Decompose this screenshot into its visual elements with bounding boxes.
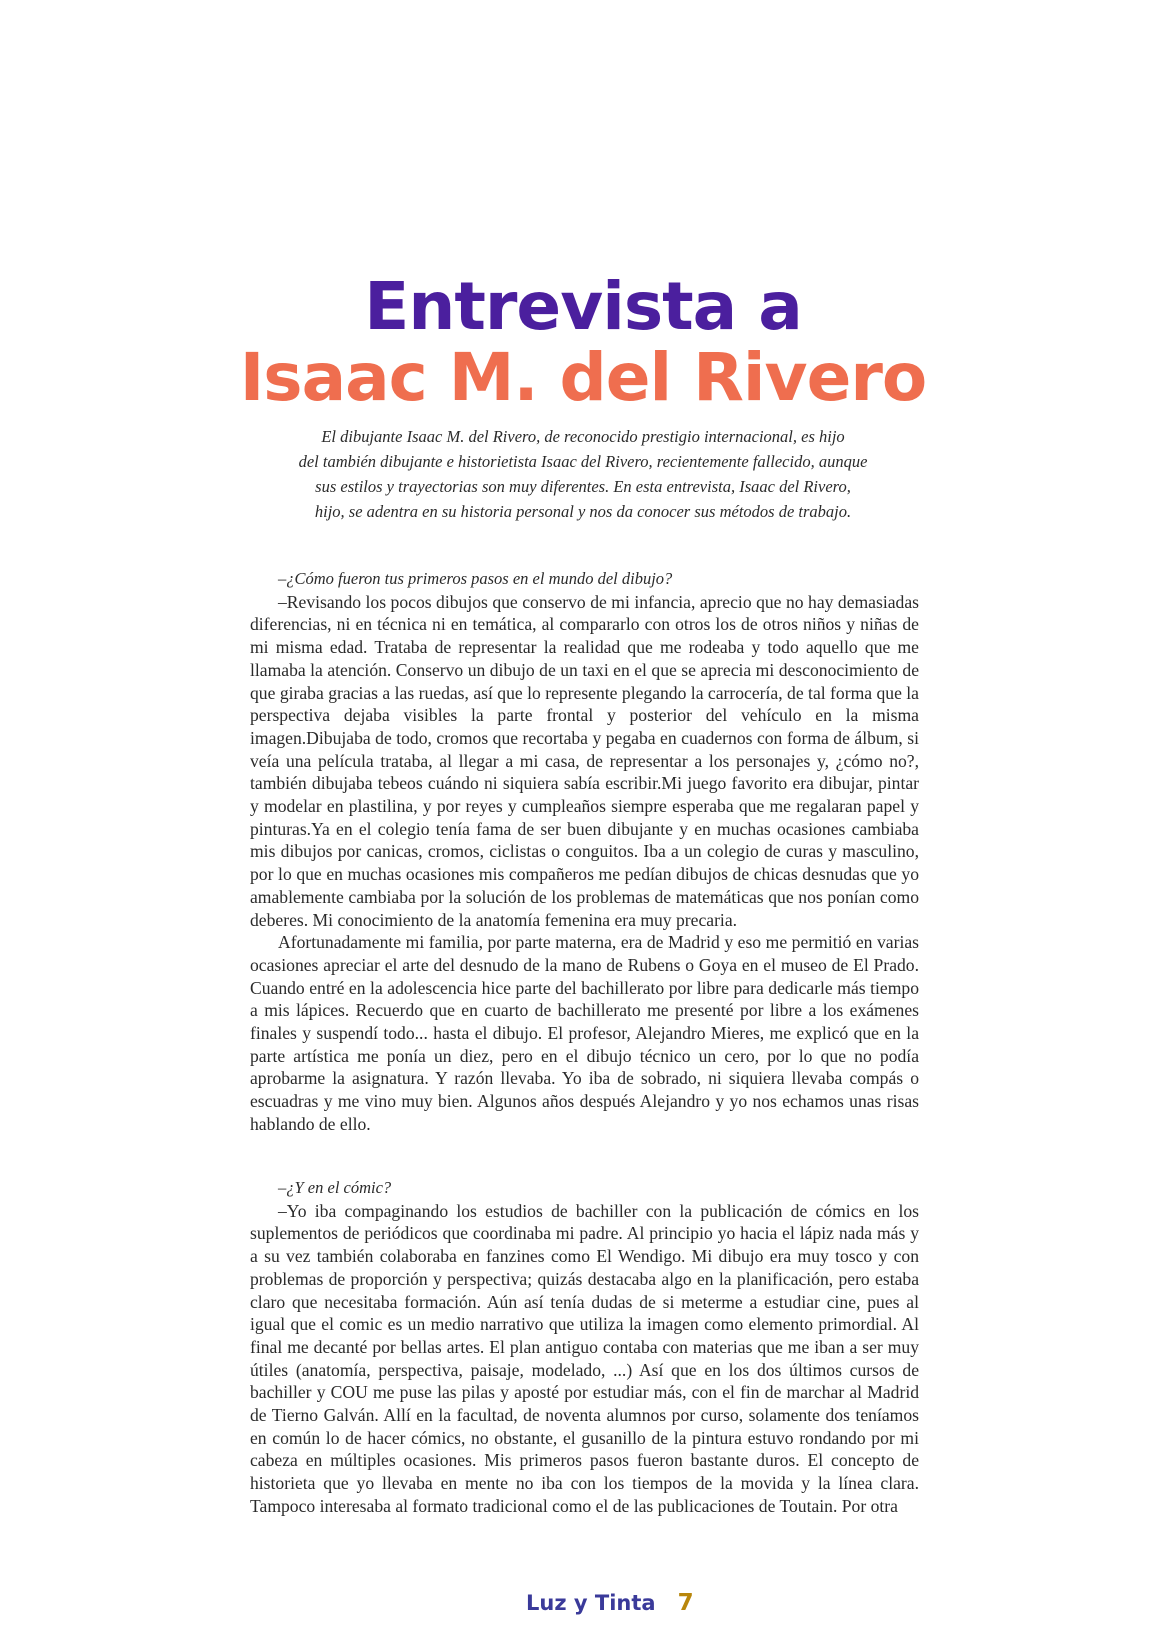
page-footer <box>526 1590 694 1616</box>
intro-line: sus estilos y trayectorias son muy diferentes. En esta entrevista, Isaac del Rivero, <box>315 477 851 496</box>
answer-2-paragraph-1: –Yo iba compaginando los estudios de bachiller con la publicación de cómics en los suplementos de periódicos que coordinaba mi padre. Al principio yo hacia el lápiz nada más y a su vez también colaboraba en fanzines como El Wendigo. Mi dibujo era muy tosco y con problemas de proporción y perspectiva; quizás destacaba algo en la planificación, pero estaba claro que necesitaba formación. Aún así tenía dudas de si meterme a estudiar cine, pues al igual que el comic es un medio narrativo que utiliza la imagen como elemento primordial. Al final me decanté por bellas artes. El plan antiguo contaba con materias que me iban a ser muy útiles (anatomía, perspectiva, paisaje, modelado, ...) Así que en los dos últimos cursos de bachiller y COU me puse las pilas y aposté por estudiar más, con el fin de marchar al Madrid de Tierno Galván. Allí en la facultad, de noventa alumnos por curso, solamente dos teníamos en común lo de hacer cómics, no obstante, el gusanillo de la pintura estuvo rondando por mi cabeza en múltiples ocasiones. Mis primeros pasos fueron bastante duros. El concepto de historieta que yo llevaba en mente no iba con los tiempos de la movida y la línea clara. Tampoco interesaba al formato tradicional como el de las publicaciones de Toutain. Por otra <box>250 1200 919 1516</box>
title-line-2: Isaac M. del Rivero <box>239 339 927 416</box>
intro-paragraph <box>260 424 906 524</box>
interview-section-1 <box>250 568 919 1136</box>
question-2: –¿Y en el cómic? <box>278 1178 392 1197</box>
answer-1-paragraph-2: Afortunadamente mi familia, por parte materna, era de Madrid y eso me permitió en varias ocasiones apreciar el arte del desnudo de la mano de Rubens o Goya en el museo de El Prado. Cuando entré en la adolescencia hice parte del bachillerato por libre para dedicarle más tiempo a mis lápices. Recuerdo que en cuarto de bachillerato me presenté por libre a los exámenes finales y suspendí todo... hasta el dibujo. El profesor, Alejandro Mieres, me explicó que en la parte artística me ponía un diez, pero en el dibujo técnico un cero, por lo que no podía aprobarme la asignatura. Y razón llevaba. Yo iba de sobrado, ni siquiera llevaba compás o escuadras y me vino muy bien. Algunos años después Alejandro y yo nos echamos unas risas hablando de ello. <box>250 932 919 1134</box>
answer-1-paragraph-1: –Revisando los pocos dibujos que conservo de mi infancia, aprecio que no hay demasiadas diferencias, ni en técnica ni en temática, al compararlo con otros los de otros niños y niñas de mi misma edad. Trataba de representar la realidad que me rodeaba y todo aquello que me llamaba la atención. Conservo un dibujo de un taxi en el que se aprecia mi desconocimiento de que giraba gracias a las ruedas, así que lo represente plegando la carrocería, de tal forma que la perspectiva dejaba visibles la parte frontal y posterior del vehículo en la misma imagen.Dibujaba de todo, cromos que recortaba y pegaba en cuadernos con forma de álbum, si veía una película trataba, al llegar a mi casa, de representar a los personajes y, ¿cómo no?, también dibujaba tebeos cuándo ni siquiera sabía escribir.Mi juego favorito era dibujar, pintar y modelar en plastilina, y por reyes y cumpleaños siempre esperaba que me regalaran papel y pinturas.Ya en el colegio tenía fama de ser buen dibujante y en muchas ocasiones cambiaba mis dibujos por canicas, cromos, ciclistas o conguitos. Iba a un colegio de curas y masculino, por lo que en muchas ocasiones mis compañeros me pedían dibujos de chicas desnudas que yo amablemente cambiaba por la solución de los problemas de matemáticas que nos ponían como deberes. Mi conocimiento de la anatomía femenina era muy precaria. <box>250 591 919 930</box>
intro-line: El dibujante Isaac M. del Rivero, de reconocido prestigio internacional, es hijo <box>321 427 845 446</box>
question-1: –¿Cómo fueron tus primeros pasos en el mundo del dibujo? <box>278 569 673 588</box>
magazine-name: Luz y Tinta <box>526 1591 656 1615</box>
page-number: 7 <box>677 1590 694 1616</box>
title-line-1: Entrevista a <box>364 268 802 345</box>
intro-line: hijo, se adentra en su historia personal y nos da conocer sus métodos de trabajo. <box>314 502 852 521</box>
interview-section-2 <box>250 1177 919 1518</box>
intro-line: del también dibujante e historietista Isaac del Rivero, recientemente fallecido, aunque <box>298 452 868 471</box>
